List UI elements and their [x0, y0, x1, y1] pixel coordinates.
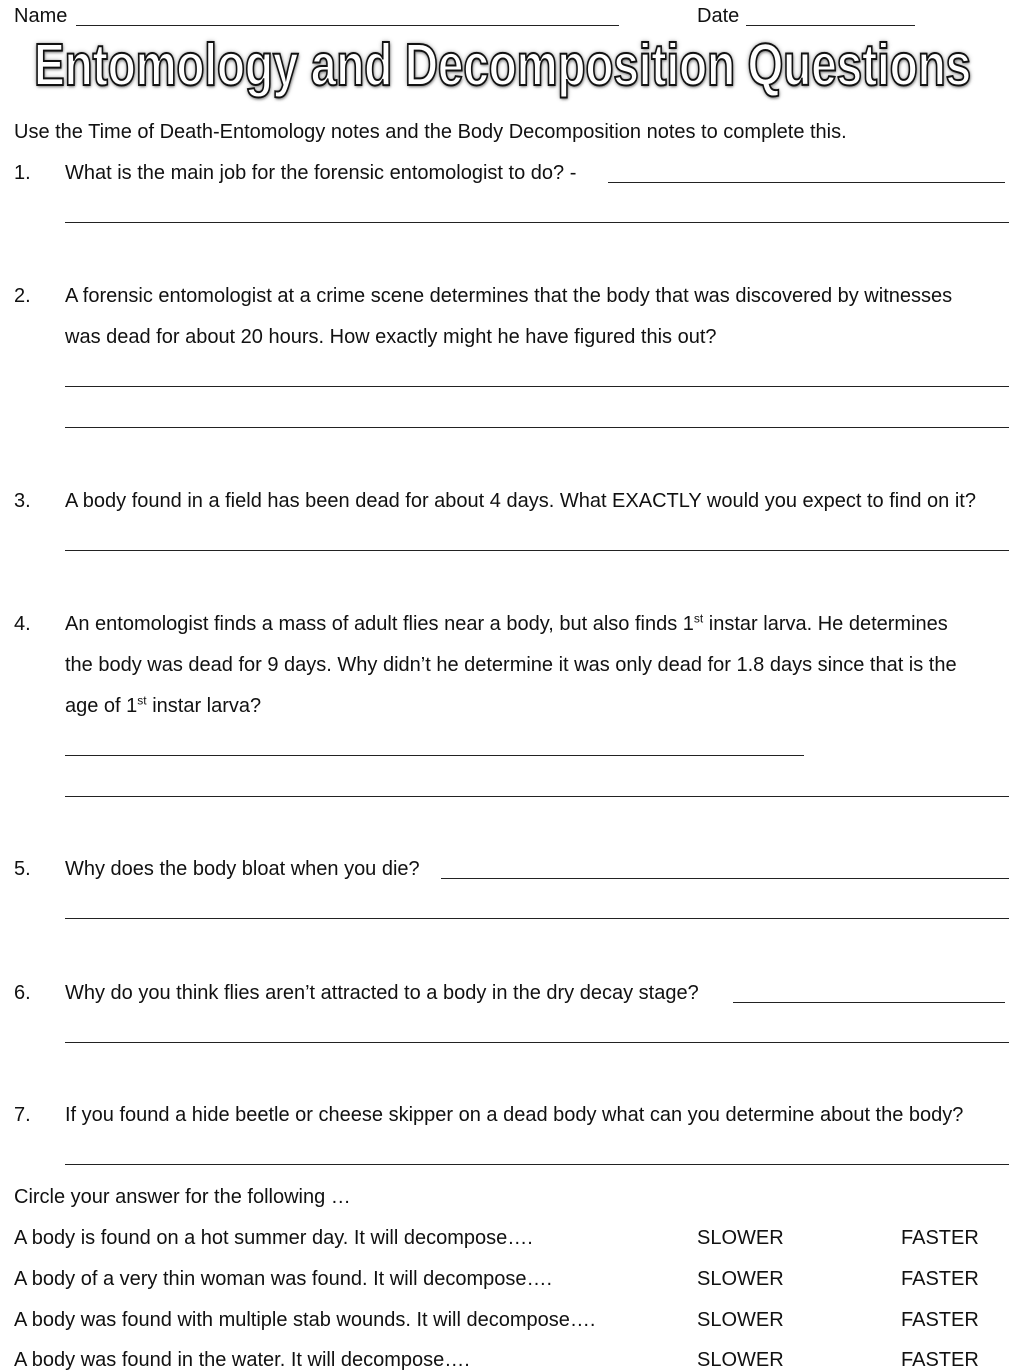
- date-field[interactable]: [746, 25, 915, 26]
- name-field[interactable]: [76, 25, 619, 26]
- question-number: 2.: [14, 285, 31, 307]
- answer-line[interactable]: [733, 1002, 1005, 1003]
- question-text-part: age of 1: [65, 695, 138, 717]
- answer-line[interactable]: [65, 386, 1009, 387]
- answer-line[interactable]: [65, 222, 1009, 223]
- question-text: was dead for about 20 hours. How exactly might he have figured this out?: [65, 326, 717, 348]
- question-text: A forensic entomologist at a crime scene determines that the body that was discovered by witnesses: [65, 285, 953, 307]
- answer-line[interactable]: [65, 796, 1009, 797]
- question-text-part: instar larva?: [146, 695, 262, 717]
- question-text: If you found a hide beetle or cheese skipper on a dead body what can you determine about the body?: [65, 1104, 964, 1126]
- circle-statement: A body of a very thin woman was found. It will decompose….: [14, 1268, 553, 1290]
- answer-line[interactable]: [65, 755, 804, 756]
- circle-instructions: Circle your answer for the following …: [14, 1186, 351, 1208]
- question-number: 7.: [14, 1104, 31, 1126]
- question-text: What is the main job for the forensic entomologist to do? -: [65, 162, 577, 184]
- question-text-part: instar larva. He determines: [703, 613, 948, 635]
- question-number: 5.: [14, 858, 31, 880]
- option-slower[interactable]: SLOWER: [697, 1349, 784, 1371]
- page-title: Entomology and Decomposition Questions: [34, 32, 971, 98]
- question-text: the body was dead for 9 days. Why didn’t he determine it was only dead for 1.8 days since that is the: [65, 654, 957, 676]
- date-label: Date: [697, 5, 740, 27]
- option-faster[interactable]: FASTER: [901, 1309, 979, 1331]
- answer-line[interactable]: [65, 427, 1009, 428]
- option-slower[interactable]: SLOWER: [697, 1309, 784, 1331]
- superscript: st: [137, 693, 147, 708]
- answer-line[interactable]: [65, 1164, 1009, 1165]
- question-text: Why do you think flies aren’t attracted to a body in the dry decay stage?: [65, 982, 699, 1004]
- circle-statement: A body is found on a hot summer day. It will decompose….: [14, 1227, 533, 1249]
- question-text-part: An entomologist finds a mass of adult flies near a body, but also finds 1: [65, 613, 694, 635]
- instructions-text: Use the Time of Death-Entomology notes and the Body Decomposition notes to complete this.: [14, 121, 847, 143]
- answer-line[interactable]: [65, 918, 1009, 919]
- answer-line[interactable]: [65, 1042, 1009, 1043]
- circle-statement: A body was found with multiple stab wounds. It will decompose….: [14, 1309, 596, 1331]
- question-text: [65, 612, 948, 636]
- question-text: A body found in a field has been dead for about 4 days. What EXACTLY would you expect to find on it?: [65, 490, 976, 512]
- question-text: [65, 694, 261, 718]
- name-label: Name: [14, 5, 68, 27]
- answer-line[interactable]: [608, 182, 1005, 183]
- option-slower[interactable]: SLOWER: [697, 1227, 784, 1249]
- question-number: 4.: [14, 613, 31, 635]
- superscript: st: [693, 611, 704, 626]
- option-faster[interactable]: FASTER: [901, 1349, 979, 1371]
- option-faster[interactable]: FASTER: [901, 1227, 979, 1249]
- option-slower[interactable]: SLOWER: [697, 1268, 784, 1290]
- question-number: 3.: [14, 490, 31, 512]
- answer-line[interactable]: [441, 878, 1009, 879]
- answer-line[interactable]: [65, 550, 1009, 551]
- question-number: 6.: [14, 982, 31, 1004]
- circle-statement: A body was found in the water. It will decompose….: [14, 1349, 470, 1371]
- option-faster[interactable]: FASTER: [901, 1268, 979, 1290]
- question-number: 1.: [14, 162, 31, 184]
- question-text: Why does the body bloat when you die?: [65, 858, 420, 880]
